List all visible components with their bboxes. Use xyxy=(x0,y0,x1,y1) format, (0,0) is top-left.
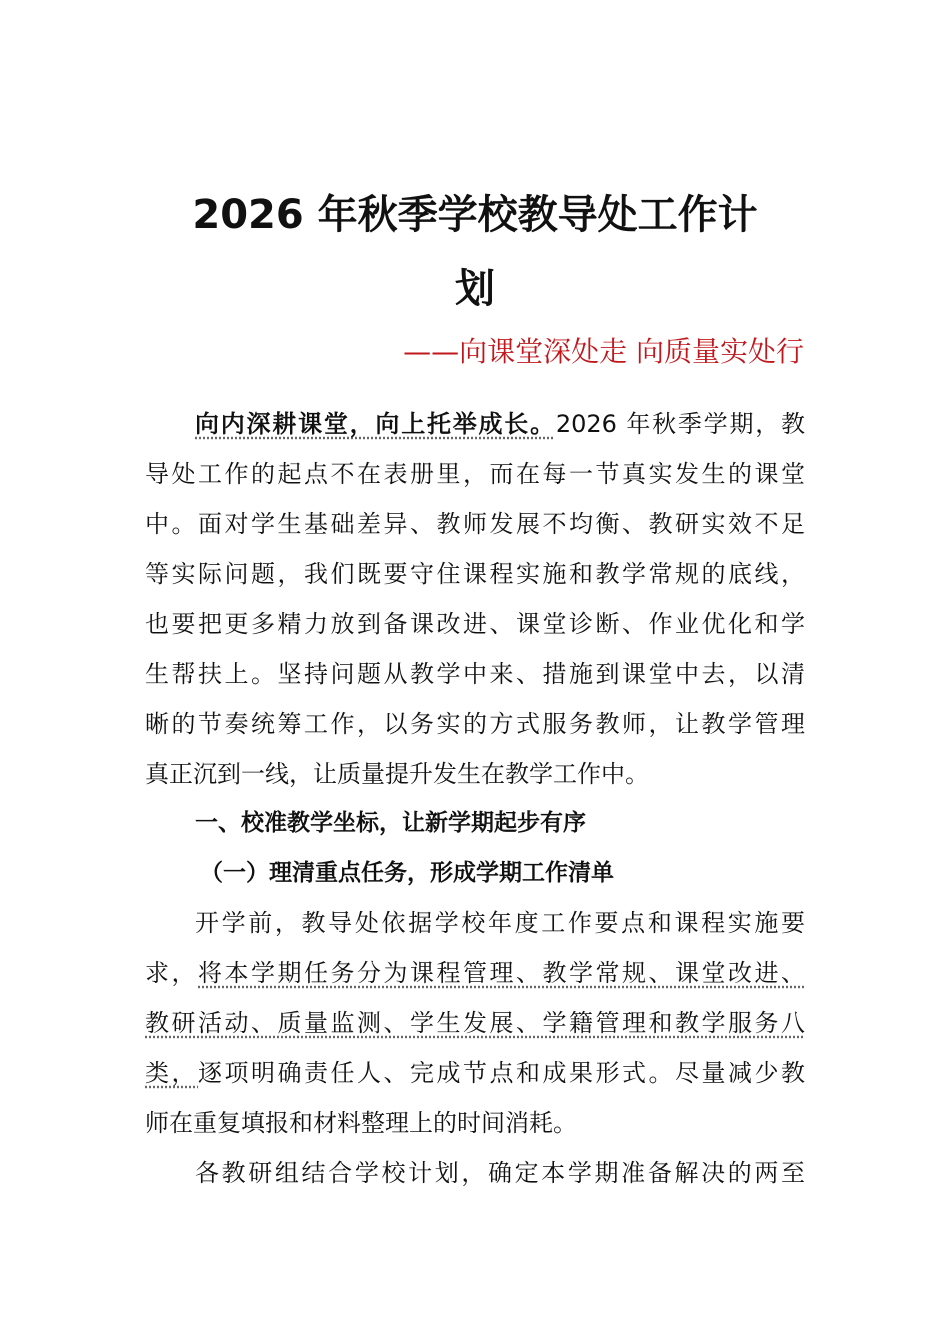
intro-line-6: 生帮扶上。坚持问题从教学中来、措施到课堂中去，以清 xyxy=(145,660,805,688)
document-subtitle: ——向课堂深处走 向质量实处行 xyxy=(403,335,804,368)
intro-line-1-rest: 2026 年秋季学期，教 xyxy=(555,410,805,438)
section-heading-1: 一、校准教学坐标，让新学期起步有序 xyxy=(195,810,586,836)
para1-line-2-start: 求， xyxy=(145,959,198,987)
para1-line-4-rest: 逐项明确责任人、完成节点和成果形式。尽量减少教 xyxy=(198,1059,805,1087)
intro-line-1 xyxy=(145,407,805,441)
para1-line-2 xyxy=(145,956,805,990)
intro-lead: 向内深耕课堂，向上托举成长。 xyxy=(195,410,556,438)
intro-line-2: 导处工作的起点不在表册里，而在每一节真实发生的课堂 xyxy=(145,460,805,488)
document-title-line1: 2026 年秋季学校教导处工作计 xyxy=(192,192,758,238)
para2-line-1: 各教研组结合学校计划，确定本学期准备解决的两至 xyxy=(195,1159,805,1187)
intro-line-8: 真正沉到一线，让质量提升发生在教学工作中。 xyxy=(145,760,649,788)
subsection-heading-1: （一）理清重点任务，形成学期工作清单 xyxy=(200,860,614,886)
para1-line-2-underlined: 将本学期任务分为课程管理、教学常规、课堂改进、 xyxy=(198,959,805,987)
para1-line-4 xyxy=(145,1056,805,1090)
intro-line-7: 晰的节奏统筹工作，以务实的方式服务教师，让教学管理 xyxy=(145,710,805,738)
para1-line-4-underlined: 类， xyxy=(145,1059,198,1087)
para1-line-1: 开学前，教导处依据学校年度工作要点和课程实施要 xyxy=(195,909,805,937)
para1-line-3: 教研活动、质量监测、学生发展、学籍管理和教学服务八 xyxy=(145,1009,805,1037)
intro-line-3: 中。面对学生基础差异、教师发展不均衡、教研实效不足 xyxy=(145,510,805,538)
document-title-line2: 划 xyxy=(455,266,495,312)
intro-line-5: 也要把更多精力放到备课改进、课堂诊断、作业优化和学 xyxy=(145,610,805,638)
para1-line-5: 师在重复填报和材料整理上的时间消耗。 xyxy=(145,1109,577,1137)
intro-line-4: 等实际问题，我们既要守住课程实施和教学常规的底线， xyxy=(145,560,805,588)
